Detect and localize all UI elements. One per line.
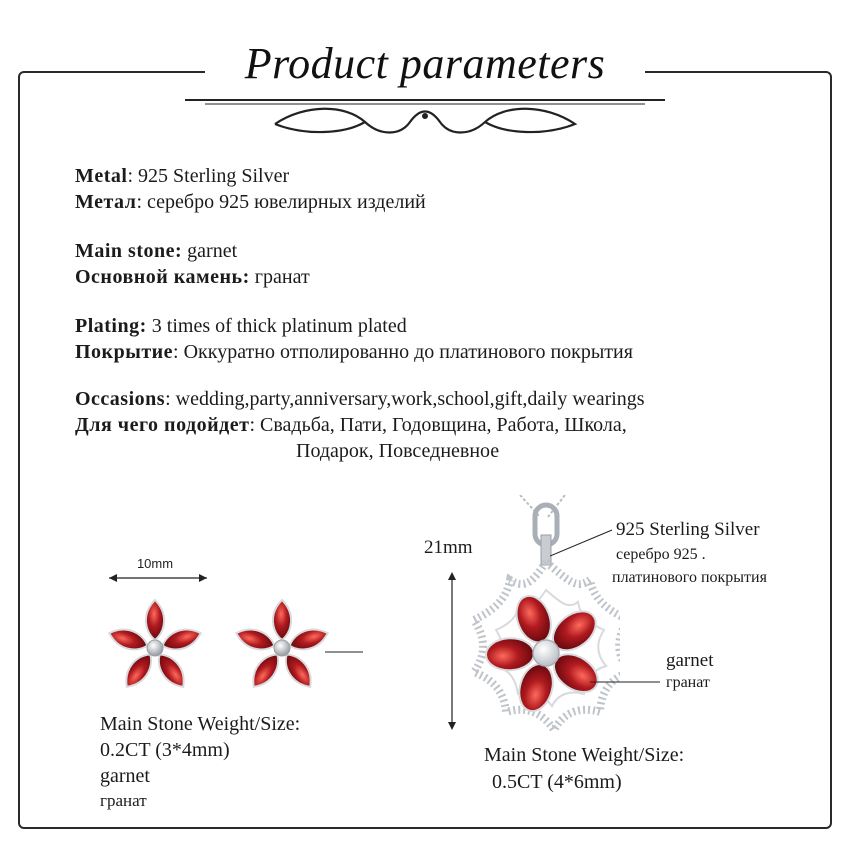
earrings-weight-label: Main Stone Weight/Size: xyxy=(100,713,301,735)
pendant-stone-ru: гранат xyxy=(666,674,710,691)
page-title: Product parameters xyxy=(244,39,606,88)
pendant-metal-ru2: платинового покрытия xyxy=(612,569,767,586)
pendant-dimension: 21mm xyxy=(424,537,473,558)
flourish-ornament xyxy=(185,94,665,139)
earrings-stone-ru: гранат xyxy=(100,791,147,810)
metal-en: Metal: 925 Sterling Silver xyxy=(75,165,290,187)
stone-en: Main stone: garnet xyxy=(75,240,238,262)
occasions-ru: Для чего подойдет: Свадьба, Пати, Годовщина, Работа, Школа, xyxy=(75,414,627,436)
pendant-metal-en: 925 Sterling Silver xyxy=(616,519,760,540)
pendant-weight-value: 0.5CT (4*6mm) xyxy=(492,771,622,793)
occasions-en: Occasions: wedding,party,anniversary,work,school,gift,daily wearings xyxy=(75,388,645,410)
pendant-stone-en: garnet xyxy=(666,650,714,671)
earrings-stone-en: garnet xyxy=(100,765,150,787)
occasions-ru-cont: Подарок, Повседневное xyxy=(296,440,500,462)
earrings-weight-value: 0.2CT (3*4mm) xyxy=(100,739,230,761)
stone-ru: Основной камень: гранат xyxy=(75,266,310,288)
plating-en: Plating: 3 times of thick platinum plated xyxy=(75,315,407,337)
plating-ru: Покрытие: Оккуратно отполированно до платинового покрытия xyxy=(75,341,633,363)
metal-ru: Метал: серебро 925 ювелирных изделий xyxy=(75,191,426,213)
earrings-dimension: 10mm xyxy=(136,556,174,571)
pendant-metal-ru1: серебро 925 . xyxy=(616,546,706,563)
pendant-dimension-arrow xyxy=(444,570,460,732)
parameters-block xyxy=(75,163,815,464)
pendant-weight-label: Main Stone Weight/Size: xyxy=(484,744,685,766)
earrings-illustration xyxy=(95,548,375,708)
